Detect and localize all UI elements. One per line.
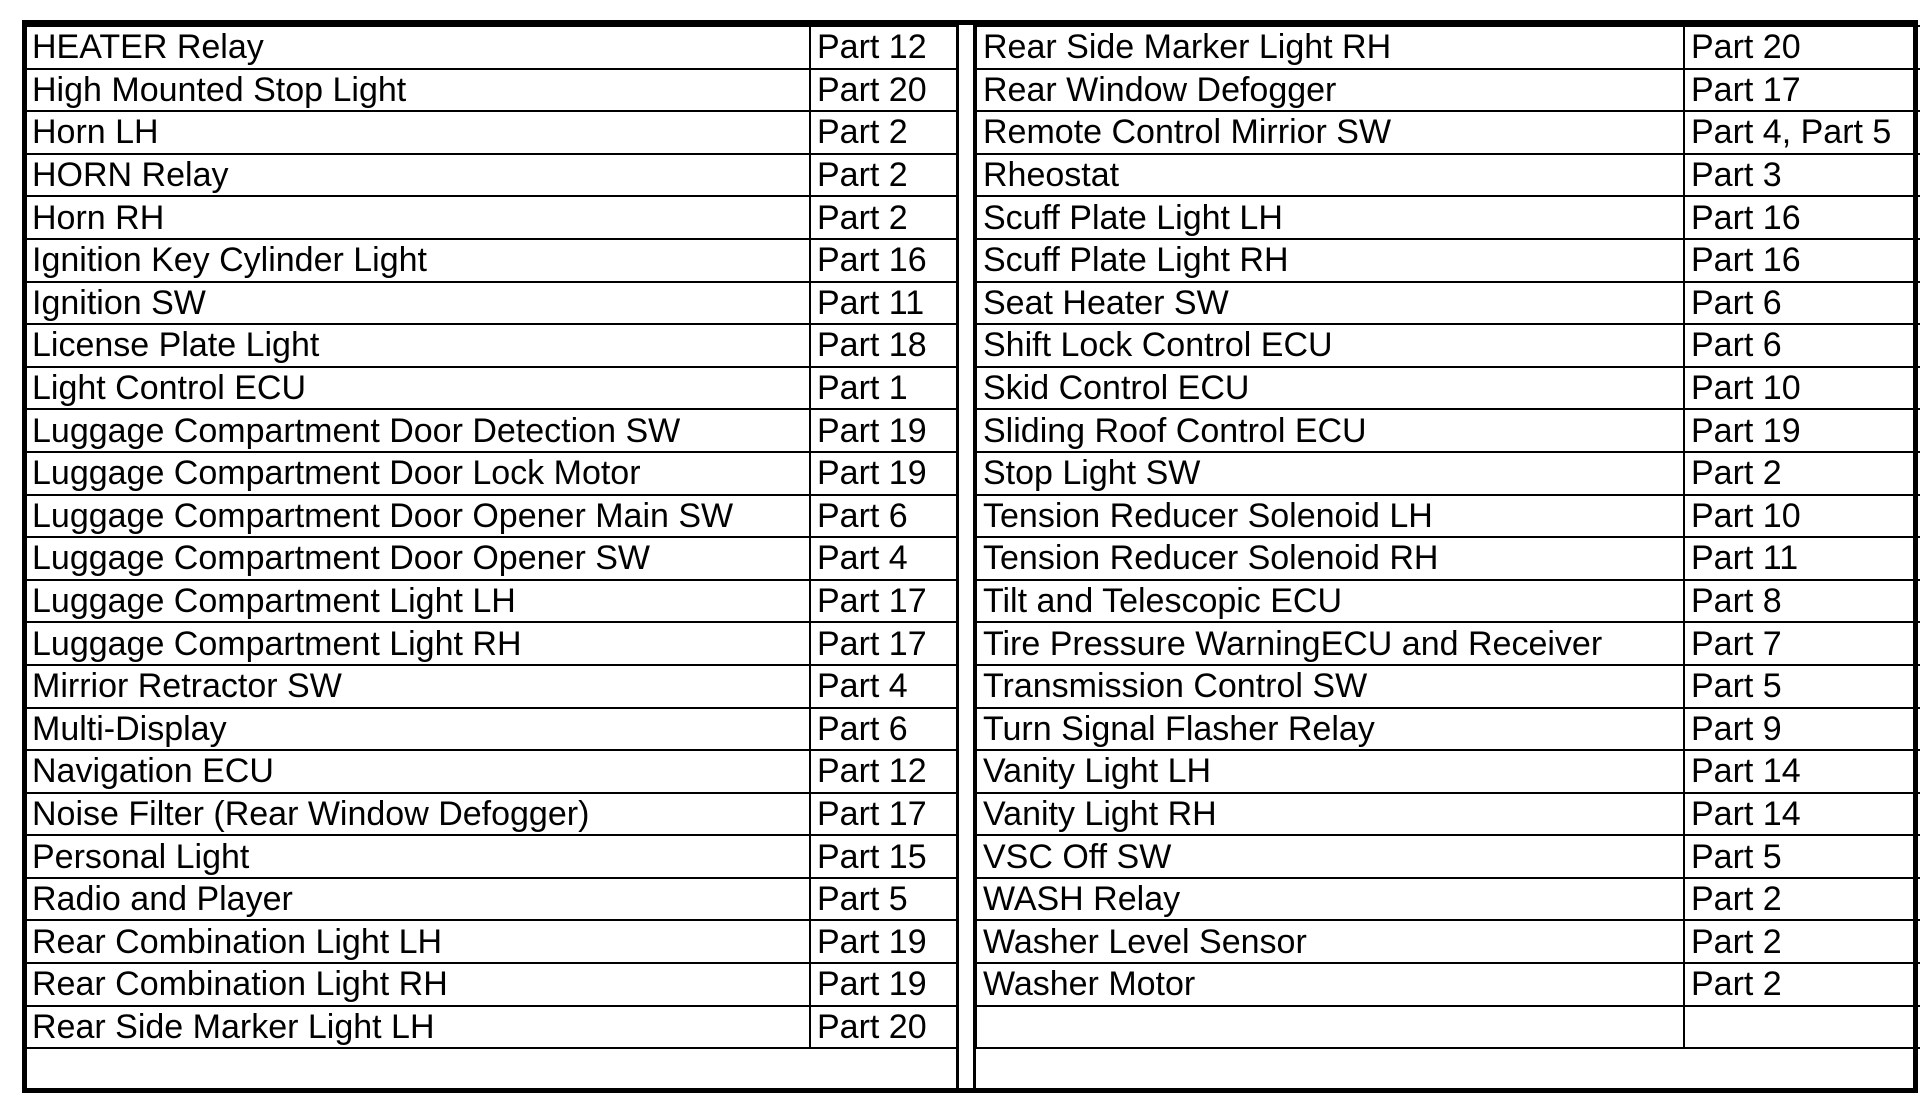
part-reference-cell: Part 14 [1684,750,1920,793]
part-reference-cell: Part 4, Part 5 [1684,111,1920,154]
part-reference-cell: Part 19 [810,920,957,963]
component-name-cell: HORN Relay [25,154,810,197]
component-name-cell: High Mounted Stop Light [25,69,810,112]
component-name-cell: Multi-Display [25,708,810,751]
part-reference-cell: Part 16 [1684,196,1920,239]
component-name-cell: Shift Lock Control ECU [976,324,1684,367]
component-name-cell: Radio and Player [25,878,810,921]
table-row [976,1006,1920,1049]
table-row [976,708,1920,751]
table-row [25,282,957,325]
table-row [25,708,957,751]
table-row [976,835,1920,878]
component-name-cell: Rear Side Marker Light RH [976,26,1684,69]
table-row [25,622,957,665]
table-row [25,537,957,580]
table-row [25,495,957,538]
left-table-body [25,26,957,1048]
component-name-cell: License Plate Light [25,324,810,367]
part-reference-cell: Part 8 [1684,580,1920,623]
table-row [976,154,1920,197]
component-name-cell: Tilt and Telescopic ECU [976,580,1684,623]
table-row [25,111,957,154]
right-table-body [976,26,1920,1048]
part-reference-cell: Part 11 [1684,537,1920,580]
part-reference-cell: Part 15 [810,835,957,878]
table-row [25,26,957,69]
component-name-cell: Luggage Compartment Light RH [25,622,810,665]
table-row [976,196,1920,239]
parts-index-table-right [975,25,1920,1049]
component-name-cell: Rear Combination Light RH [25,963,810,1006]
table-row [976,622,1920,665]
part-reference-cell: Part 19 [810,409,957,452]
part-reference-cell: Part 2 [1684,452,1920,495]
table-row [976,69,1920,112]
component-name-cell: HEATER Relay [25,26,810,69]
component-name-cell: Personal Light [25,835,810,878]
component-name-cell: WASH Relay [976,878,1684,921]
table-row [976,111,1920,154]
table-row [976,920,1920,963]
part-reference-cell: Part 20 [810,69,957,112]
part-reference-cell: Part 9 [1684,708,1920,751]
part-reference-cell: Part 4 [810,537,957,580]
table-row [25,750,957,793]
part-reference-cell: Part 2 [810,154,957,197]
component-name-cell: Skid Control ECU [976,367,1684,410]
component-name-cell: Horn LH [25,111,810,154]
table-row [25,580,957,623]
table-row [976,665,1920,708]
part-reference-cell: Part 19 [1684,409,1920,452]
part-reference-cell: Part 2 [810,196,957,239]
table-row [976,495,1920,538]
table-row [25,69,957,112]
part-reference-cell: Part 6 [1684,282,1920,325]
part-reference-cell: Part 10 [1684,495,1920,538]
part-reference-cell: Part 17 [810,793,957,836]
table-row [976,750,1920,793]
component-name-cell: Luggage Compartment Door Opener Main SW [25,495,810,538]
component-name-cell [976,1006,1684,1049]
part-reference-cell: Part 2 [1684,878,1920,921]
table-row [976,239,1920,282]
component-name-cell: Tension Reducer Solenoid LH [976,495,1684,538]
table-row [25,878,957,921]
part-reference-cell: Part 16 [810,239,957,282]
component-name-cell: Mirrior Retractor SW [25,665,810,708]
table-row [25,367,957,410]
component-name-cell: Transmission Control SW [976,665,1684,708]
part-reference-cell: Part 19 [810,452,957,495]
table-row [976,963,1920,1006]
parts-index-table-left [24,25,958,1049]
table-row [25,1006,957,1049]
component-name-cell: Tension Reducer Solenoid RH [976,537,1684,580]
component-name-cell: Horn RH [25,196,810,239]
table-row [25,154,957,197]
part-reference-cell: Part 12 [810,750,957,793]
component-name-cell: VSC Off SW [976,835,1684,878]
table-row [976,793,1920,836]
part-reference-cell: Part 1 [810,367,957,410]
part-reference-cell [1684,1006,1920,1049]
part-reference-cell: Part 11 [810,282,957,325]
component-name-cell: Vanity Light RH [976,793,1684,836]
part-reference-cell: Part 17 [810,622,957,665]
component-name-cell: Luggage Compartment Door Opener SW [25,537,810,580]
part-reference-cell: Part 6 [810,495,957,538]
table-row [976,452,1920,495]
table-row [25,665,957,708]
component-name-cell: Navigation ECU [25,750,810,793]
component-name-cell: Seat Heater SW [976,282,1684,325]
part-reference-cell: Part 14 [1684,793,1920,836]
part-reference-cell: Part 3 [1684,154,1920,197]
component-name-cell: Light Control ECU [25,367,810,410]
table-row [25,239,957,282]
component-name-cell: Luggage Compartment Door Detection SW [25,409,810,452]
component-name-cell: Washer Motor [976,963,1684,1006]
table-row [976,282,1920,325]
part-reference-cell: Part 17 [1684,69,1920,112]
part-reference-cell: Part 2 [1684,920,1920,963]
part-reference-cell: Part 10 [1684,367,1920,410]
part-reference-cell: Part 17 [810,580,957,623]
component-name-cell: Remote Control Mirrior SW [976,111,1684,154]
part-reference-cell: Part 4 [810,665,957,708]
table-row [976,324,1920,367]
table-row [25,196,957,239]
table-row [25,835,957,878]
part-reference-cell: Part 16 [1684,239,1920,282]
table-row [976,26,1920,69]
part-reference-cell: Part 19 [810,963,957,1006]
table-row [976,367,1920,410]
table-row [25,324,957,367]
table-row [976,409,1920,452]
component-name-cell: Vanity Light LH [976,750,1684,793]
part-reference-cell: Part 6 [810,708,957,751]
component-name-cell: Noise Filter (Rear Window Defogger) [25,793,810,836]
component-name-cell: Rear Combination Light LH [25,920,810,963]
component-name-cell: Rheostat [976,154,1684,197]
parts-index-sheet [22,20,1918,1093]
component-name-cell: Sliding Roof Control ECU [976,409,1684,452]
part-reference-cell: Part 7 [1684,622,1920,665]
part-reference-cell: Part 20 [810,1006,957,1049]
table-row [976,580,1920,623]
component-name-cell: Washer Level Sensor [976,920,1684,963]
table-row [25,920,957,963]
component-name-cell: Stop Light SW [976,452,1684,495]
component-name-cell: Scuff Plate Light LH [976,196,1684,239]
part-reference-cell: Part 12 [810,26,957,69]
part-reference-cell: Part 5 [1684,835,1920,878]
component-name-cell: Rear Window Defogger [976,69,1684,112]
table-row [976,878,1920,921]
component-name-cell: Luggage Compartment Light LH [25,580,810,623]
component-name-cell: Scuff Plate Light RH [976,239,1684,282]
table-row [25,452,957,495]
part-reference-cell: Part 20 [1684,26,1920,69]
part-reference-cell: Part 5 [1684,665,1920,708]
part-reference-cell: Part 18 [810,324,957,367]
part-reference-cell: Part 2 [1684,963,1920,1006]
part-reference-cell: Part 6 [1684,324,1920,367]
part-reference-cell: Part 5 [810,878,957,921]
component-name-cell: Turn Signal Flasher Relay [976,708,1684,751]
component-name-cell: Ignition Key Cylinder Light [25,239,810,282]
component-name-cell: Luggage Compartment Door Lock Motor [25,452,810,495]
component-name-cell: Rear Side Marker Light LH [25,1006,810,1049]
component-name-cell: Ignition SW [25,282,810,325]
column-divider [956,20,976,1093]
table-row [976,537,1920,580]
table-row [25,409,957,452]
table-row [25,793,957,836]
part-reference-cell: Part 2 [810,111,957,154]
component-name-cell: Tire Pressure WarningECU and Receiver [976,622,1684,665]
table-row [25,963,957,1006]
